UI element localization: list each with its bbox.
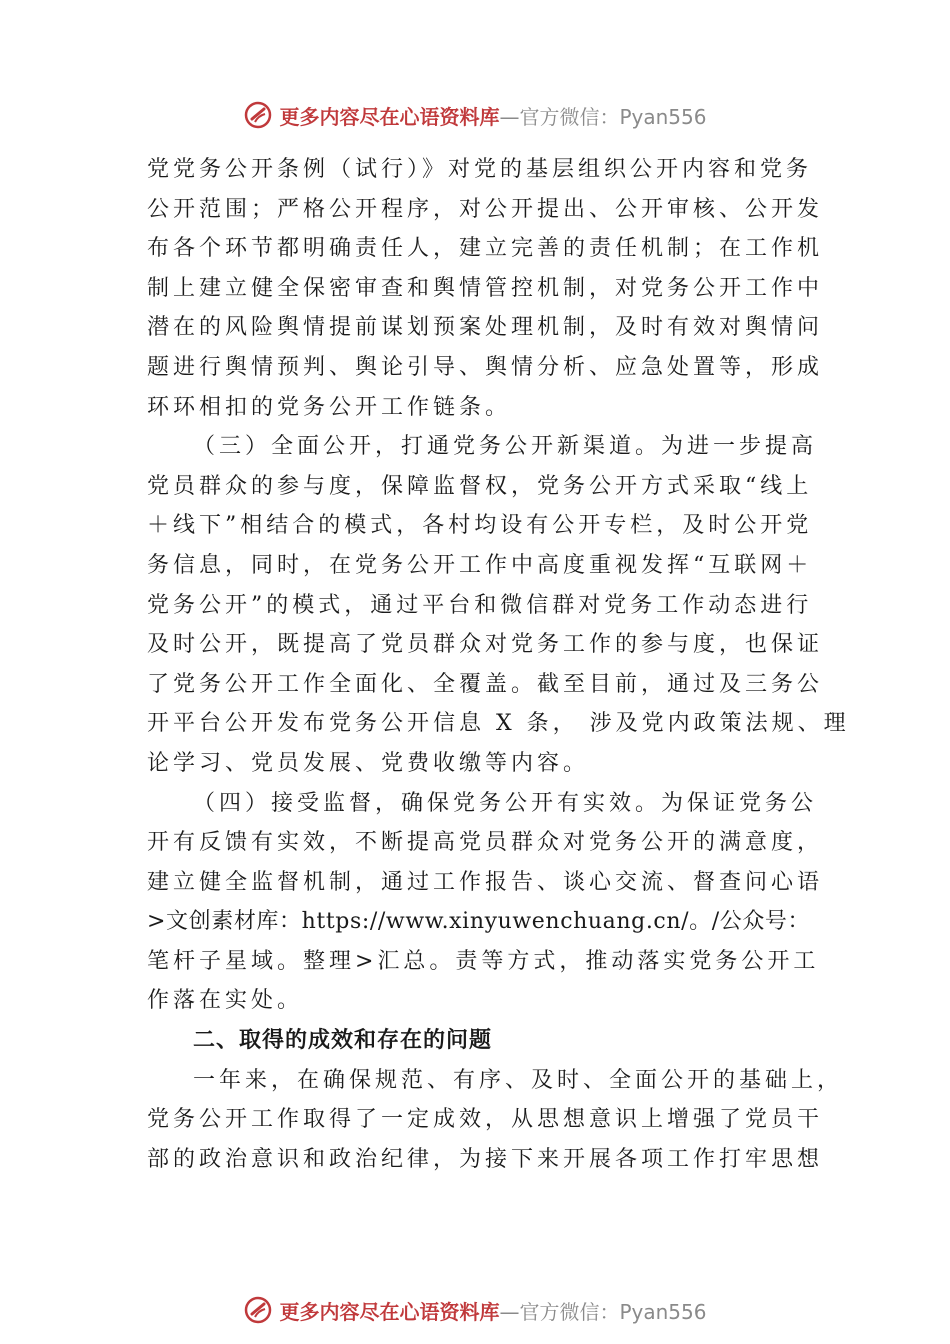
text-line: 部的政治意识和政治纪律，为接下来开展各项工作打牢思想 xyxy=(147,1146,824,1172)
text-line: 党党务公开条例（试行）》对党的基层组织公开内容和党务 xyxy=(147,157,813,182)
text-line: 务信息，同时，在党务公开工作中高度重视发挥“互联网＋ xyxy=(147,552,813,578)
text-line: 公开范围；严格公开程序，对公开提出、公开审核、公开发 xyxy=(147,196,824,222)
text-line: 党务公开”的模式，通过平台和微信群对党务工作动态进行 xyxy=(147,592,813,618)
text-line: （四）接受监督，确保党务公开有实效。为保证党务公 xyxy=(193,790,818,816)
footer-watermark xyxy=(0,1290,950,1330)
text-line: 开平台公开发布党务公开信息 X 条， 涉及党内政策法规、理 xyxy=(147,711,850,737)
document-body xyxy=(147,150,850,1179)
text-line: 论学习、党员发展、党费收缴等内容。 xyxy=(147,750,590,776)
text-line: （三）全面公开，打通党务公开新渠道。为进一步提高 xyxy=(193,434,818,460)
text-line: 一年来，在确保规范、有序、及时、全面公开的基础上， xyxy=(193,1067,844,1093)
banner-wechat-text: —官方微信：Pyan556 xyxy=(499,104,707,129)
section-heading: 二、取得的成效和存在的问题 xyxy=(193,1028,493,1054)
text-line: 及时公开，既提高了党员群众对党务工作的参与度，也保证 xyxy=(147,632,824,658)
text-line: 开有反馈有实效，不断提高党员群众对党务公开的满意度， xyxy=(147,830,824,856)
logo-icon xyxy=(243,100,273,130)
text-line: 潜在的风险舆情提前谋划预案处理机制，及时有效对舆情问 xyxy=(147,315,824,341)
text-line: 党员群众的参与度，保障监督权，党务公开方式采取“线上 xyxy=(147,473,813,499)
logo-icon xyxy=(243,1295,273,1325)
text-line: 制上建立健全保密审查和舆情管控机制，对党务公开工作中 xyxy=(147,275,824,301)
text-line: 笔杆子星域。整理>汇总。责等方式，推动落实党务公开工 xyxy=(147,948,820,974)
text-line: 环环相扣的党务公开工作链条。 xyxy=(147,394,512,420)
banner-brand-text: 更多内容尽在心语资料库 xyxy=(279,1299,500,1324)
text-line: 了党务公开工作全面化、全覆盖。截至目前，通过及三务公 xyxy=(147,671,824,697)
text-line: 党务公开工作取得了一定成效，从思想意识上增强了党员干 xyxy=(147,1107,824,1133)
text-line: >文创素材库：https://www.xinyuwenchuang.cn/。/公众号： xyxy=(147,909,811,935)
text-line: 作落在实处。 xyxy=(147,988,304,1014)
text-line: 布各个环节都明确责任人，建立完善的责任机制；在工作机 xyxy=(147,236,824,262)
banner-wechat-text: —官方微信：Pyan556 xyxy=(499,1299,707,1324)
text-line: ＋线下”相结合的模式，各村均设有公开专栏，及时公开党 xyxy=(147,513,813,539)
text-line: 题进行舆情预判、舆论引导、舆情分析、应急处置等，形成 xyxy=(147,354,824,380)
text-line: 建立健全监督机制，通过工作报告、谈心交流、督查问心语 xyxy=(147,869,824,895)
banner-brand-text: 更多内容尽在心语资料库 xyxy=(279,104,500,129)
header-watermark xyxy=(0,95,950,135)
